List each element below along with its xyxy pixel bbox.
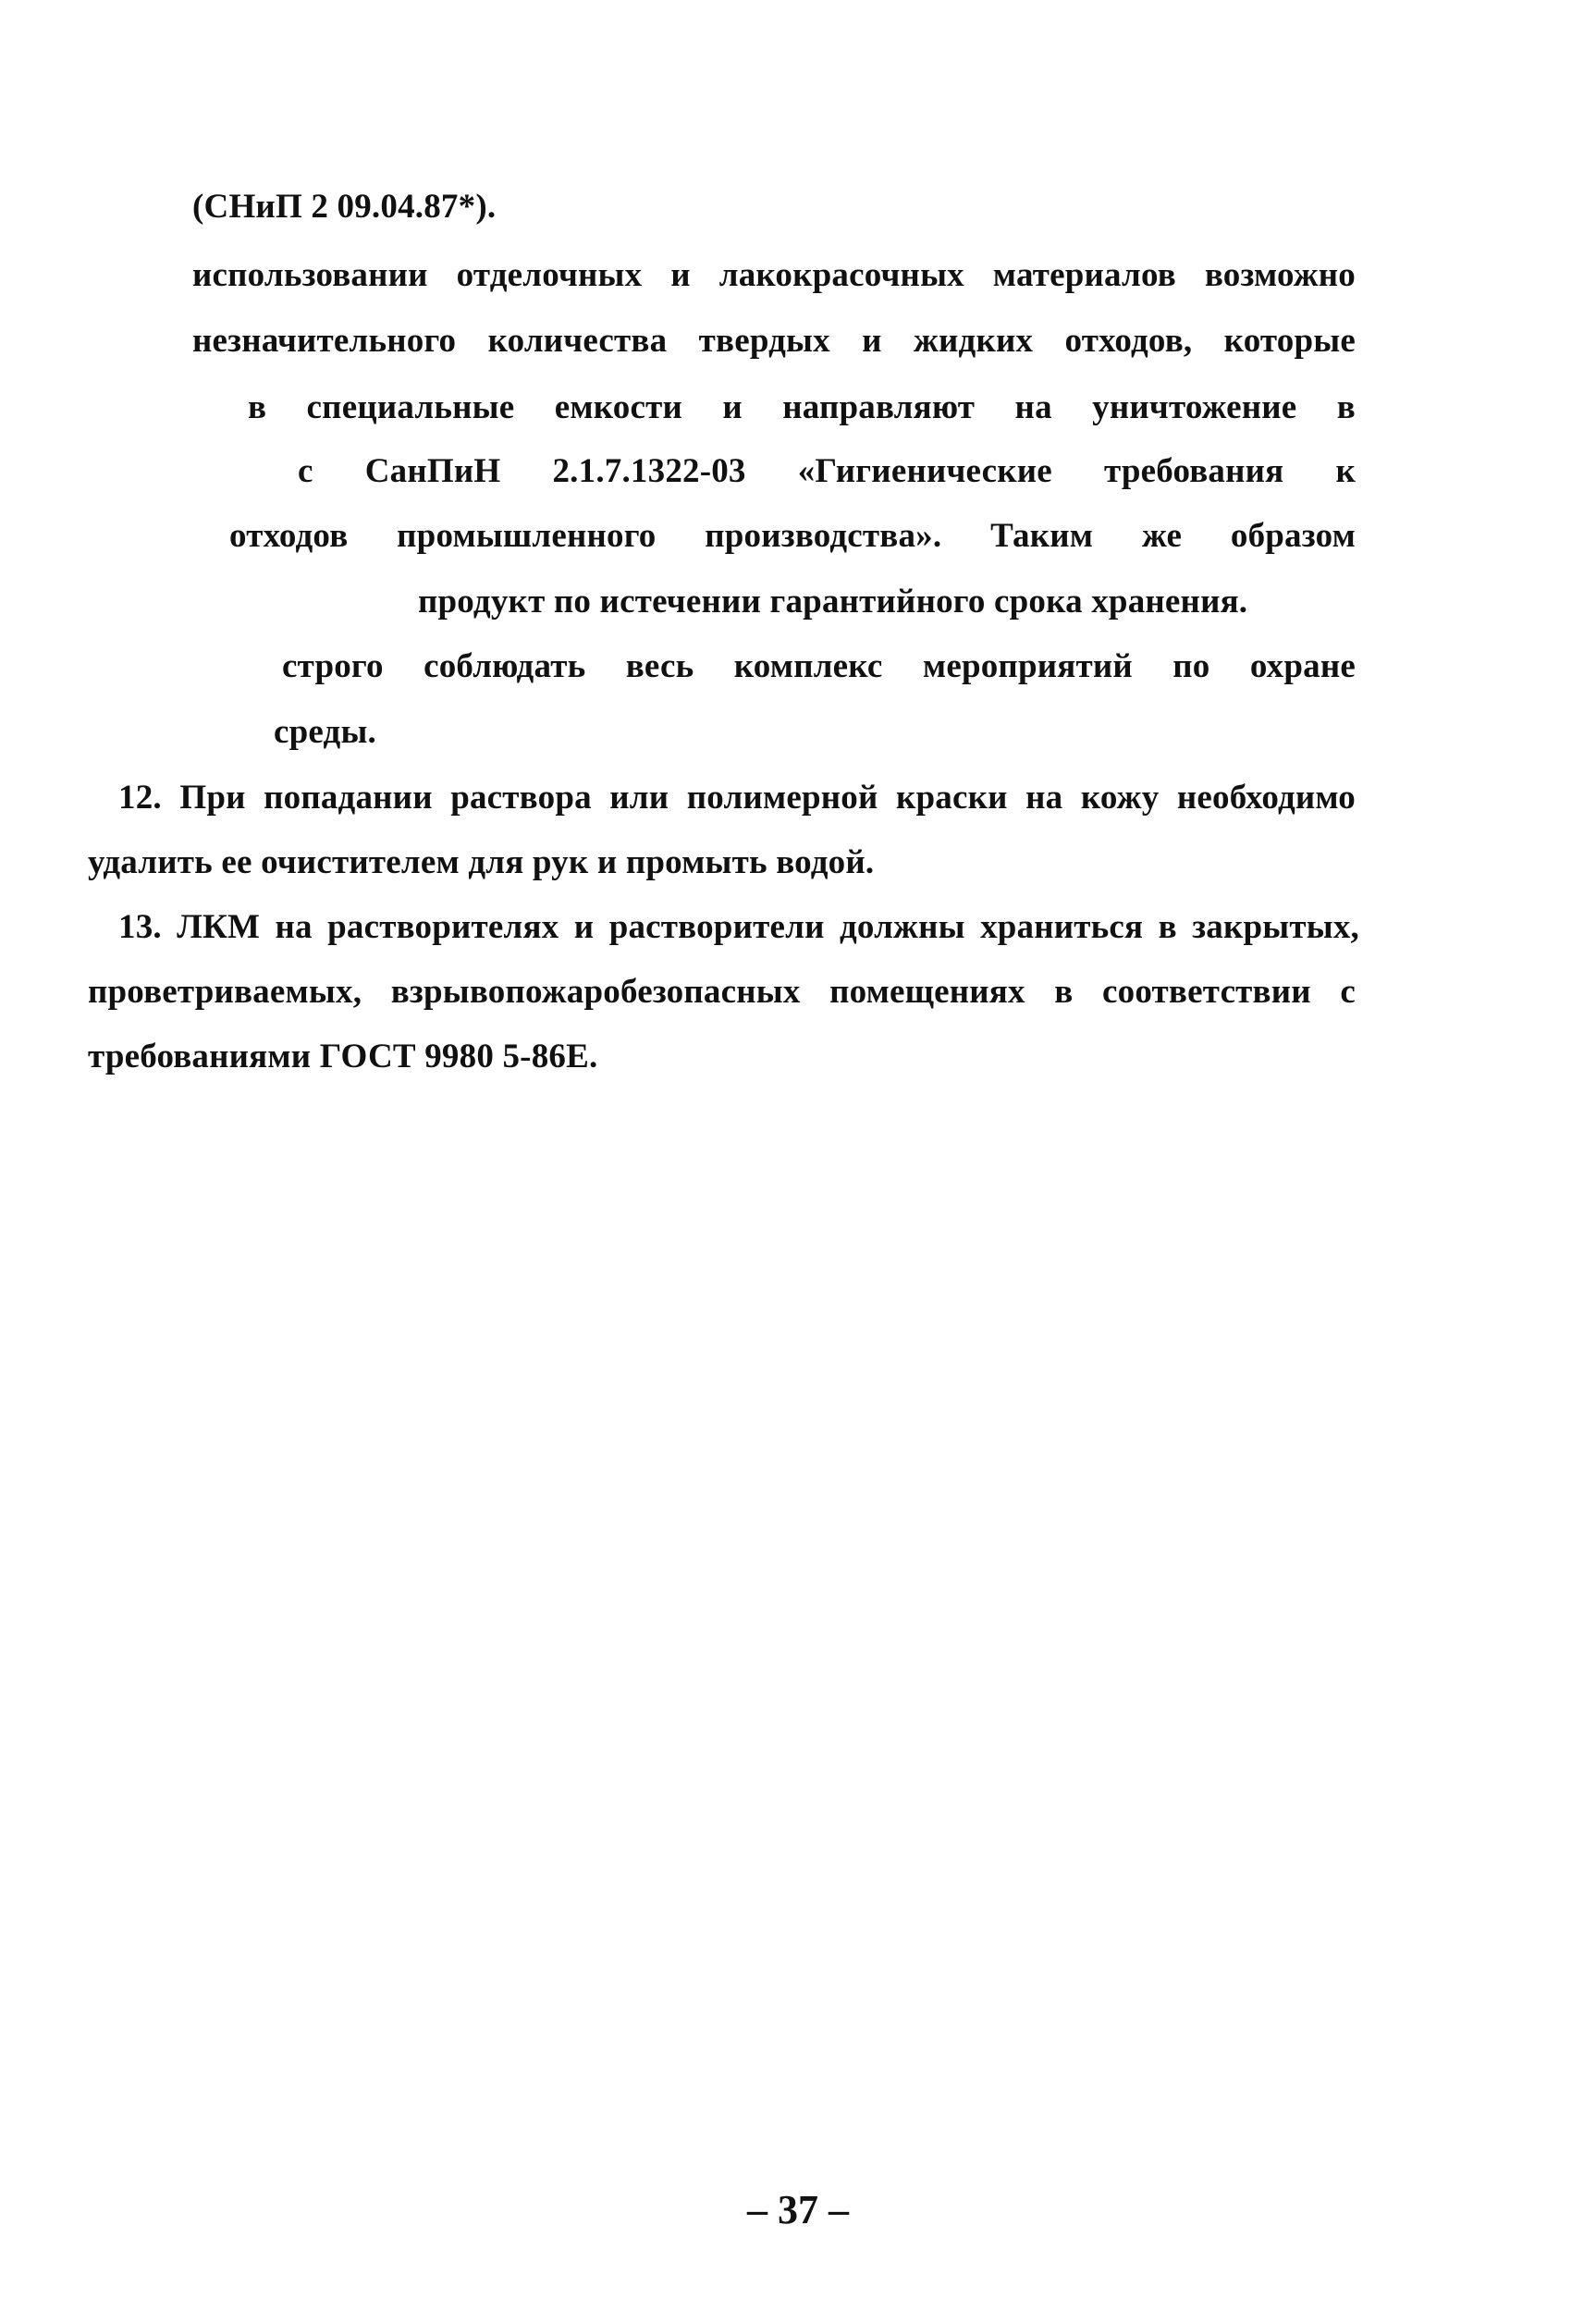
text-line-7: продукт по истечении гарантийного срока хранения. <box>418 583 1248 621</box>
text-line-14: требованиями ГОСТ 9980 5-86Е. <box>88 1038 598 1075</box>
text-line-3: незначительного количества твердых и жидких отходов, которые <box>192 322 1356 360</box>
text-line-1: (СНиП 2 09.04.87*). <box>192 188 497 226</box>
text-line-6: отходов промышленного производства». Таким же образом <box>229 517 1356 555</box>
text-line-13: проветриваемых, взрывопожаробезопасных помещениях в соответствии с <box>88 973 1356 1011</box>
text-line-8: строго соблюдать весь комплекс мероприятий по охране <box>282 647 1356 685</box>
text-line-11: удалить ее очистителем для рук и промыть водой. <box>88 843 875 881</box>
text-line-5: с СанПиН 2.1.7.1322-03 «Гигиенические требования к <box>298 452 1356 490</box>
text-line-12: 13. ЛКМ на растворителях и растворители должны храниться в закрытых, <box>118 908 1359 946</box>
page-number: – 37 – <box>747 2187 849 2232</box>
text-line-4: в специальные емкости и направляют на уничтожение в <box>248 388 1356 426</box>
text-line-10: 12. При попадании раствора или полимерной краски на кожу необходимо <box>118 779 1356 817</box>
text-line-9: среды. <box>274 713 376 751</box>
text-line-2: использовании отделочных и лакокрасочных материалов возможно <box>192 256 1356 294</box>
